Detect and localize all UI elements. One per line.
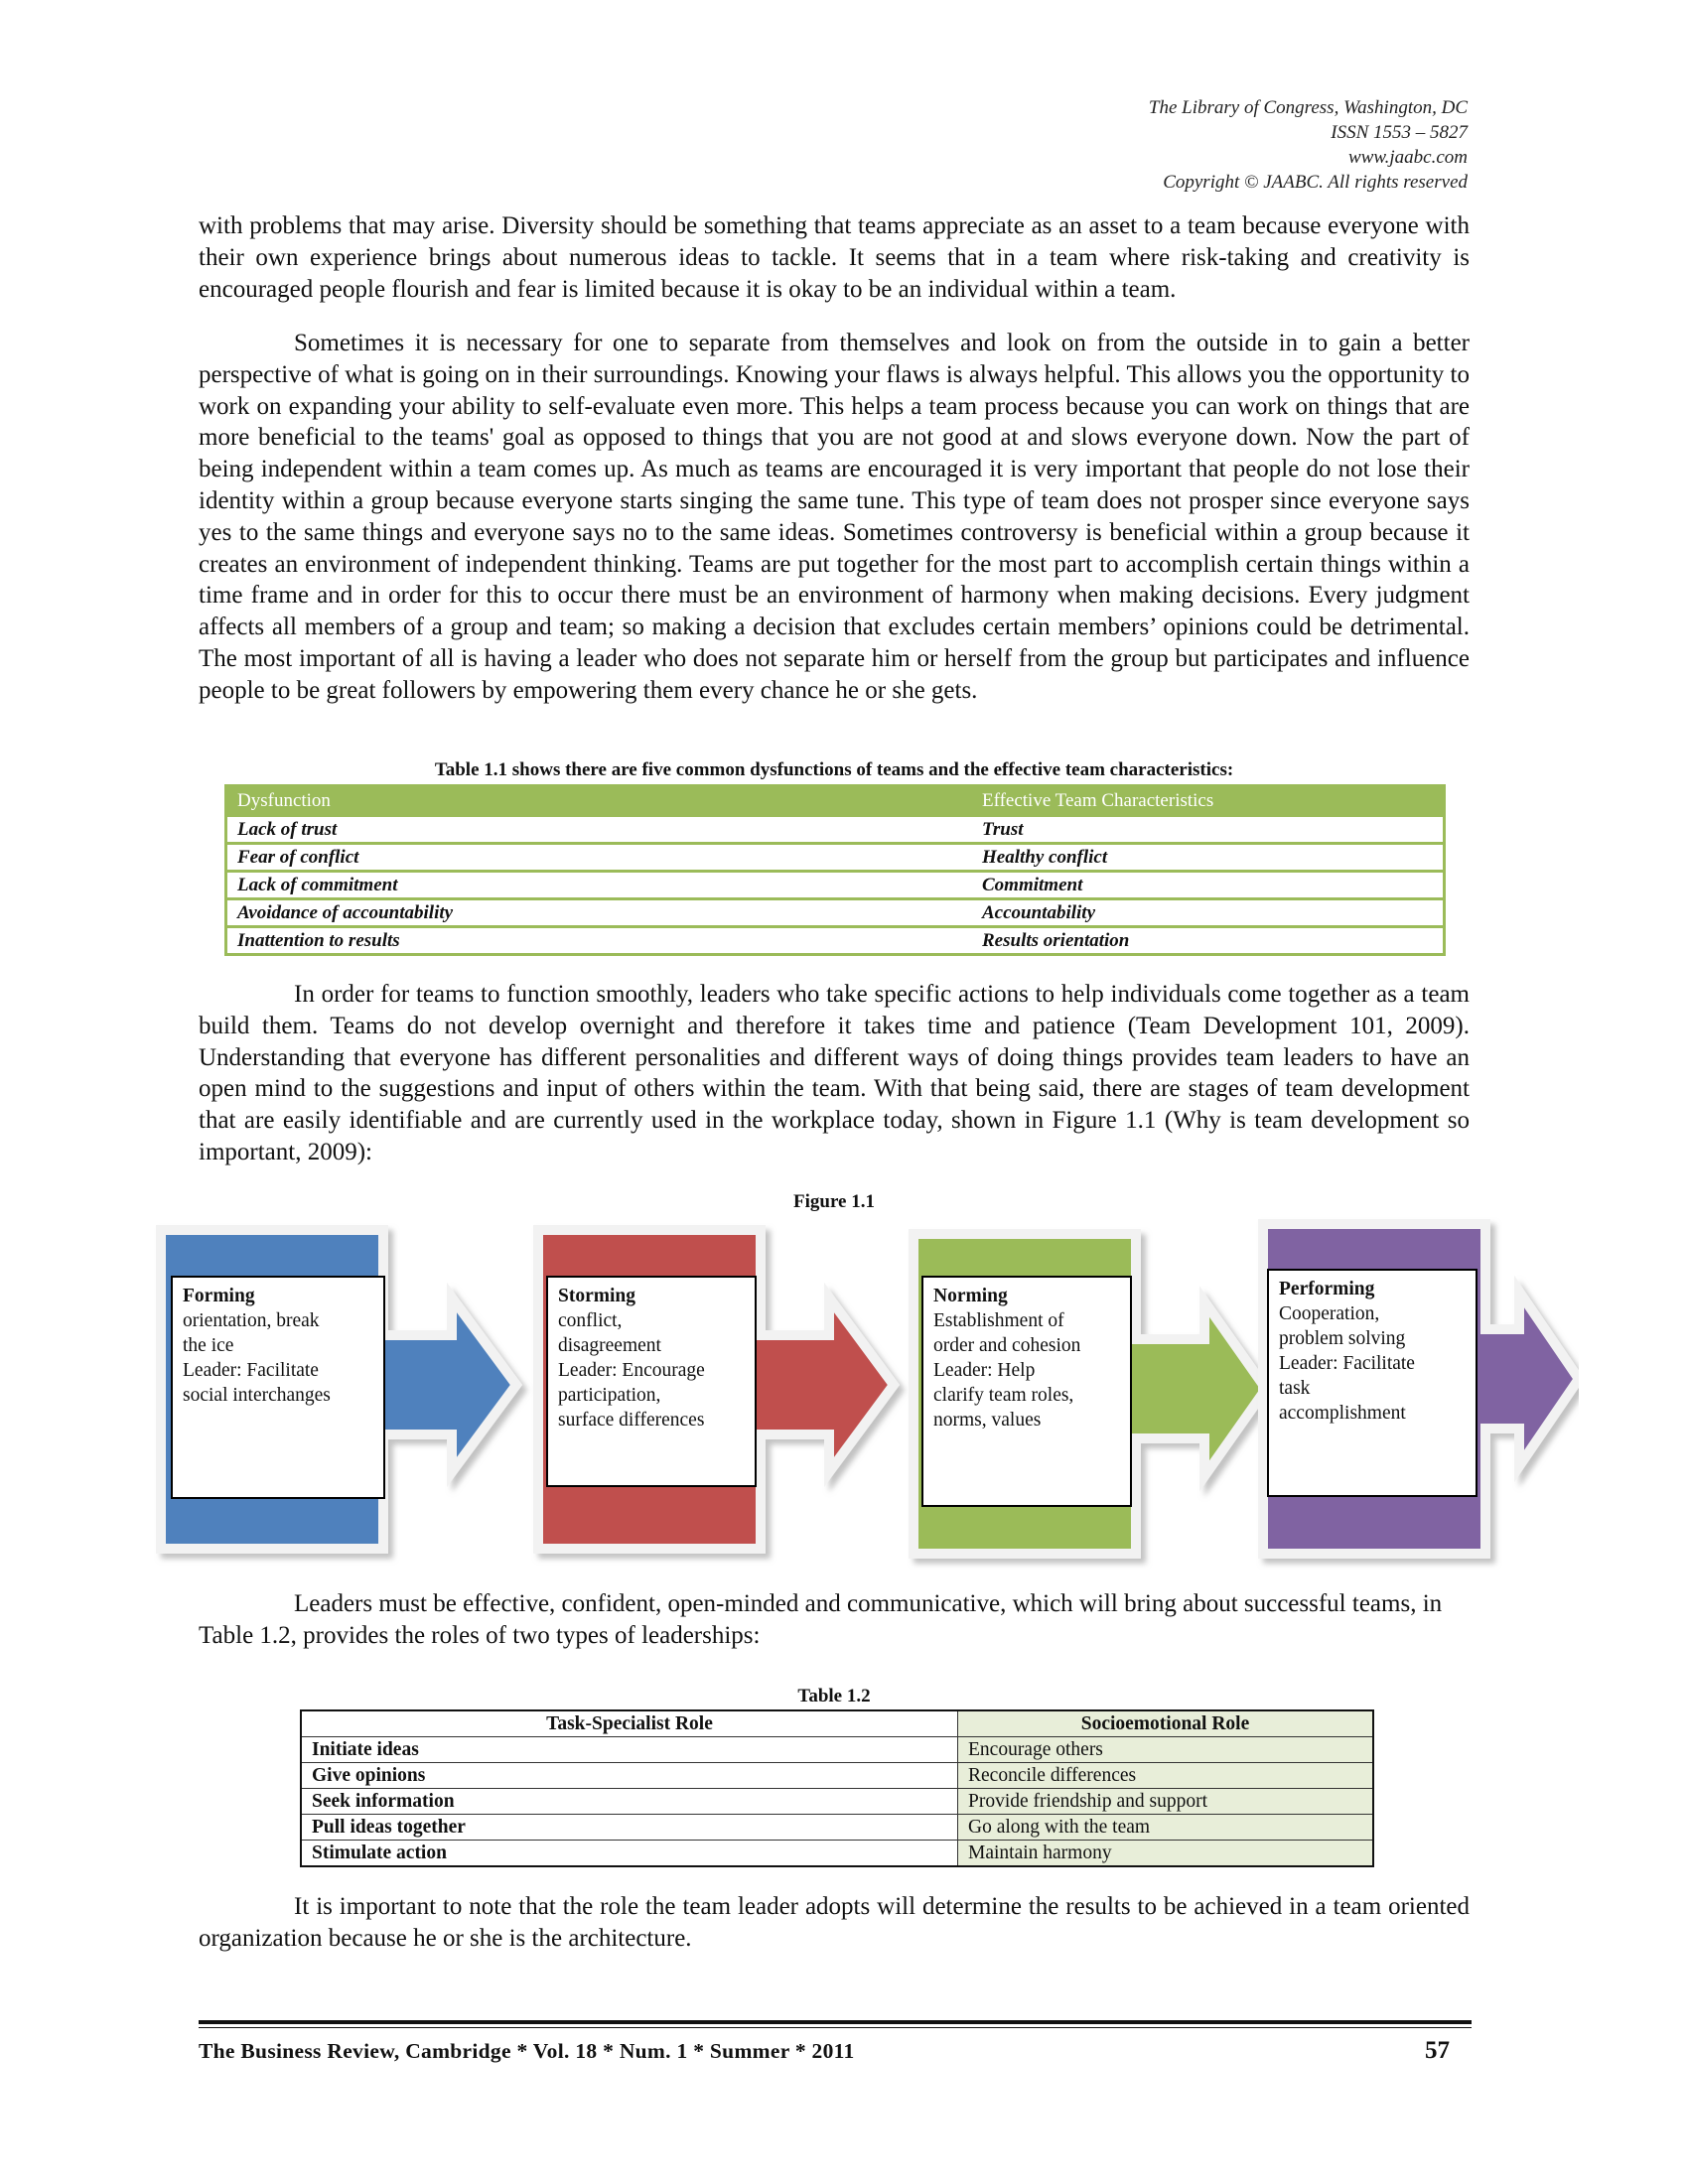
body-section-3 — [199, 979, 1470, 1168]
paragraph-4: Leaders must be effective, confident, open-minded and communicative, which will bring about successful teams, in Table 1.2, provides the roles of two types of leaderships: — [199, 1590, 1443, 1649]
stage-line: norms, values — [933, 1410, 1042, 1431]
stage-line: task — [1279, 1378, 1311, 1399]
paragraph-1: with problems that may arise. Diversity should be something that teams appreciate as an asset to a team because everyone with their own experience brings about numerous ideas to tackle. It seems that in a team where risk-taking and creativity is encouraged people flourish and fear is limited because it is okay to be an individual within a team. — [199, 212, 1470, 303]
stage-line: Cooperation, — [1279, 1303, 1380, 1324]
table-row — [227, 870, 1443, 897]
dysfunction-cell: Lack of trust — [227, 814, 972, 842]
paragraph-2: Sometimes it is necessary for one to separate from themselves and look on from the outside in to gain a better perspective of what is going on in their surroundings. Knowing your flaws is always helpful. This allows you the opportunity to work on expanding your ability to self-evaluate even more. This helps a team process because you can work on things that are more beneficial to the teams' goal as opposed to things that you are not good at and slows everyone down. Now the part of being independent within a team comes up. As much as teams are encouraged it is very important that people do not lose their identity within a group because everyone starts singing the same tune. This type of team does not prosper since everyone says yes to the same things and everyone says no to the same ideas. Sometimes controversy is beneficial within a group because it creates an environment of independent thinking. Teams are put together for the most part to accomplish certain things within a time frame and in order for this to occur there must be an environment of harmony when making decisions. Every judgment affects all members of a group and team; so making a decision that excludes certain members’ opinions could be detrimental. The most important of all is having a leader who does not separate him or herself from the group but participates and influence people to be great followers by empowering them every chance he or she gets. — [199, 330, 1470, 704]
dysfunctions-table — [224, 784, 1446, 956]
effective-cell: Accountability — [972, 897, 1443, 925]
task-cell: Stimulate action — [301, 1841, 958, 1867]
dysfunction-cell: Lack of commitment — [227, 870, 972, 897]
header-line-1: The Library of Congress, Washington, DC — [1148, 97, 1468, 118]
table-row — [227, 814, 1443, 842]
team-development-figure — [149, 1216, 1579, 1603]
effective-cell: Healthy conflict — [972, 842, 1443, 870]
task-cell: Give opinions — [301, 1763, 958, 1789]
stage-line: Leader: Facilitate — [183, 1360, 319, 1381]
storming-box — [546, 1276, 757, 1487]
task-cell: Initiate ideas — [301, 1737, 958, 1763]
paragraph-5: It is important to note that the role the team leader adopts will determine the results to be achieved in a team oriented organization because he or she is the architecture. — [199, 1893, 1470, 1952]
performing-box — [1267, 1269, 1477, 1497]
stage-line: conflict, — [558, 1310, 623, 1331]
table-row — [227, 897, 1443, 925]
table-row — [227, 842, 1443, 870]
stage-line: orientation, break — [183, 1310, 320, 1331]
norming-box — [921, 1276, 1132, 1507]
performing-title: Performing — [1279, 1279, 1375, 1299]
body-section-top — [199, 210, 1470, 305]
page-number: 57 — [1425, 2037, 1450, 2064]
effective-cell: Trust — [972, 814, 1443, 842]
table2-caption: Table 1.2 — [797, 1686, 871, 1706]
footer-rule-thin — [199, 2027, 1472, 2028]
table2-col-socio: Socioemotional Role — [958, 1710, 1374, 1737]
table2-col-task: Task-Specialist Role — [301, 1710, 958, 1737]
dysfunction-cell: Inattention to results — [227, 925, 972, 953]
journal-footer: The Business Review, Cambridge * Vol. 18 * Num. 1 * Summer * 2011 — [199, 2039, 855, 2063]
body-section-2 — [199, 328, 1470, 707]
socio-cell: Reconcile differences — [958, 1763, 1374, 1789]
header-line-3: www.jaabc.com — [1348, 147, 1468, 168]
table-row — [301, 1737, 1373, 1763]
socio-cell: Go along with the team — [958, 1815, 1374, 1841]
table-row — [301, 1841, 1373, 1867]
task-cell: Pull ideas together — [301, 1815, 958, 1841]
body-section-4 — [199, 1588, 1470, 1652]
stage-line: clarify team roles, — [933, 1385, 1074, 1406]
stage-line: participation, — [558, 1385, 661, 1406]
table1-col-dysfunction: Dysfunction — [227, 787, 972, 814]
figure-caption: Figure 1.1 — [793, 1191, 875, 1212]
stage-line: Establishment of — [933, 1310, 1064, 1331]
dysfunction-cell: Fear of conflict — [227, 842, 972, 870]
stage-line: disagreement — [558, 1335, 661, 1356]
norming-title: Norming — [933, 1286, 1008, 1306]
stage-line: Leader: Help — [933, 1360, 1036, 1381]
stage-line: the ice — [183, 1335, 234, 1356]
effective-cell: Results orientation — [972, 925, 1443, 953]
table-row — [301, 1763, 1373, 1789]
header-line-4: Copyright © JAABC. All rights reserved — [1163, 172, 1468, 193]
socio-cell: Encourage others — [958, 1737, 1374, 1763]
storming-title: Storming — [558, 1286, 635, 1306]
dysfunction-cell: Avoidance of accountability — [227, 897, 972, 925]
table2-header-row — [301, 1710, 1373, 1737]
body-section-5 — [199, 1891, 1470, 1955]
footer-rule-thick — [199, 2020, 1472, 2024]
stage-line: problem solving — [1279, 1328, 1406, 1349]
table-row — [301, 1815, 1373, 1841]
table1-header-row — [227, 787, 1443, 814]
leadership-roles-table — [300, 1709, 1374, 1867]
forming-box — [171, 1276, 385, 1499]
table1-caption: Table 1.1 shows there are five common dysfunctions of teams and the effective team characteristics: — [434, 759, 1234, 780]
table1-col-effective: Effective Team Characteristics — [972, 787, 1443, 814]
stage-line: surface differences — [558, 1410, 705, 1431]
stage-line: accomplishment — [1279, 1403, 1406, 1424]
journal-header — [1149, 95, 1468, 195]
table-row — [301, 1789, 1373, 1815]
stage-line: social interchanges — [183, 1385, 331, 1406]
stage-line: Leader: Encourage — [558, 1360, 705, 1381]
socio-cell: Maintain harmony — [958, 1841, 1374, 1867]
task-cell: Seek information — [301, 1789, 958, 1815]
socio-cell: Provide friendship and support — [958, 1789, 1374, 1815]
forming-title: Forming — [183, 1286, 255, 1306]
table-row — [227, 925, 1443, 953]
stage-line: order and cohesion — [933, 1335, 1081, 1356]
stage-line: Leader: Facilitate — [1279, 1353, 1415, 1374]
paragraph-3: In order for teams to function smoothly, leaders who take specific actions to help individuals come together as a team build them. Teams do not develop overnight and therefore it takes time and patience (Team Development 101, 2009). Understanding that everyone has different personalities and different ways of doing things provides team leaders to have an open mind to the suggestions and input of others within the team. With that being said, there are stages of team development that are easily identifiable and are currently used in the workplace today, shown in Figure 1.1 (Why is team development so important, 2009): — [199, 981, 1470, 1165]
effective-cell: Commitment — [972, 870, 1443, 897]
header-line-2: ISSN 1553 – 5827 — [1331, 122, 1468, 143]
